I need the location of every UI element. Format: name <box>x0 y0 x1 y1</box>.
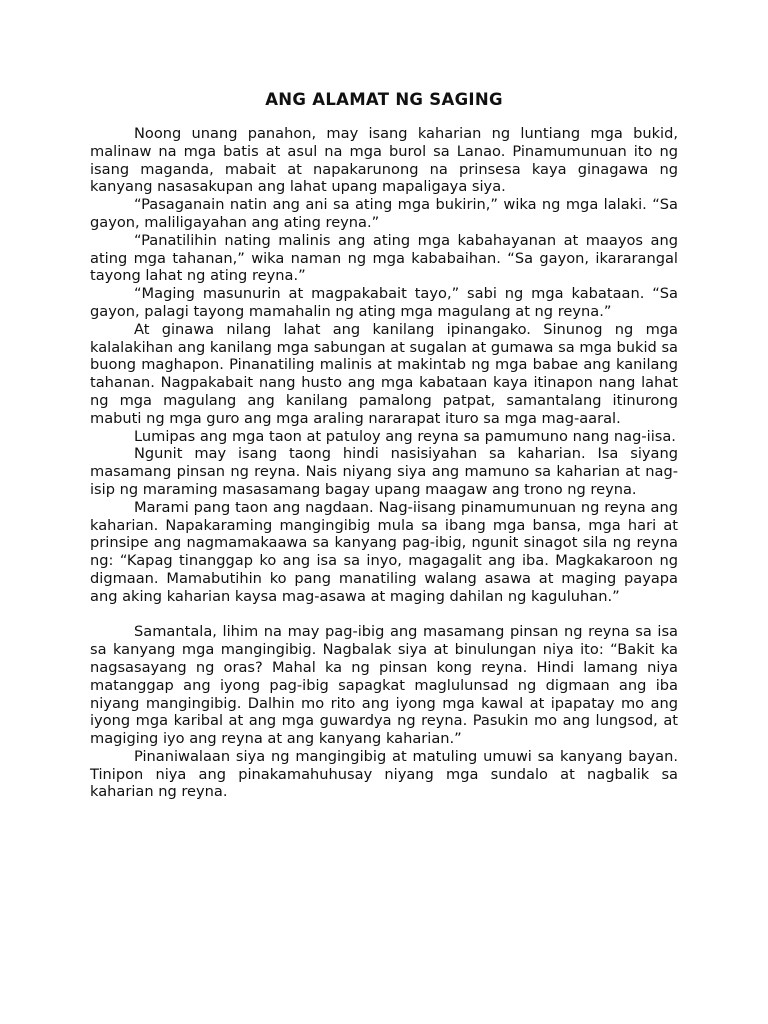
document-body <box>90 125 678 801</box>
paragraph-4: “Maging masunurin at magpakabait tayo,” sabi ng mga kabataan. “Sa gayon, palagi tayong mamahalin ng ating mga magulang at ng reyna.” <box>90 285 678 320</box>
paragraph-8: Marami pang taon ang nagdaan. Nag-iisang pinamumunuan ng reyna ang kaharian. Napakaraming mangingibig mula sa ibang mga bansa, mga hari at prinsipe ang nagmamakaawa sa kanyang pag-ibig, ngunit sinagot sila ng reyna ng: “Kapag tinanggap ko ang isa sa inyo, magagalit ang iba. Magkakaroon ng digmaan. Mamabutihin ko pang manatiling walang asawa at maging payapa ang aking kaharian kaysa mag-asawa at maging dahilan ng kaguluhan.” <box>90 498 678 605</box>
paragraph-6: Lumipas ang mga taon at patuloy ang reyna sa pamumuno nang nag-iisa. <box>134 427 676 445</box>
paragraph-gap <box>90 606 678 624</box>
paragraph-3: “Panatilihin nating malinis ang ating mga kabahayanan at maayos ang ating mga tahanan,” wika naman ng mga kababaihan. “Sa gayon, ikararangal tayong lahat ng ating reyna.” <box>90 231 678 285</box>
paragraph-7: Ngunit may isang taong hindi nasisiyahan sa kaharian. Isa siyang masamang pinsan ng reyna. Nais niyang siya ang mamuno sa kaharian at nag-isip ng maraming masasamang bagay upang maagaw ang trono ng reyna. <box>90 445 678 498</box>
paragraph-9: Samantala, lihim na may pag-ibig ang masamang pinsan ng reyna sa isa sa kanyang mga mangingibig. Nagbalak siya at binulungan niya ito: “Bakit ka nagsasayang ng oras? Mahal ka ng pinsan kong reyna. Hindi lamang niya matanggap ang iyong pag-ibig sapagkat maglulunsad ng digmaan ang iba niyang mangingibig. Dalhin mo rito ang iyong mga kawal at ipapatay mo ang iyong mga karibal at ang mga guwardya ng reyna. Pasukin mo ang lungsod, at magiging iyo ang reyna at ang kanyang kaharian.” <box>90 623 678 748</box>
paragraph-5: At ginawa nilang lahat ang kanilang ipinangako. Sinunog ng mga kalalakihan ang kanilang mga sabungan at sugalan at gumawa sa mga bukid sa buong maghapon. Pinanatiling malinis at makintab ng mga babae ang kanilang tahanan. Nagpakabait nang husto ang mga kabataan kaya itinapon nang lahat ng mga magulang ang kanilang pamalong patpat, samantalang itinurong mabuti ng mga guro ang mga araling nararapat ituro sa mga mag-aaral. <box>90 320 678 427</box>
document-title: ANG ALAMAT NG SAGING <box>265 90 503 109</box>
paragraph-10: Pinaniwalaan siya ng mangingibig at matuling umuwi sa kanyang bayan. Tinipon niya ang pinakamahuhusay niyang mga sundalo at nagbalik sa kaharian ng reyna. <box>90 747 678 801</box>
paragraph-2: “Pasaganain natin ang ani sa ating mga bukirin,” wika ng mga lalaki. “Sa gayon, maliligayahan ang ating reyna.” <box>90 196 678 231</box>
paragraph-1: Noong unang panahon, may isang kaharian ng luntiang mga bukid, malinaw na mga batis at asul na mga burol sa Lanao. Pinamumunuan ito ng isang maganda, mabait at napakarunong na prinsesa kaya ginagawa ng kanyang nasasakupan ang lahat upang mapaligaya siya. <box>90 125 678 196</box>
